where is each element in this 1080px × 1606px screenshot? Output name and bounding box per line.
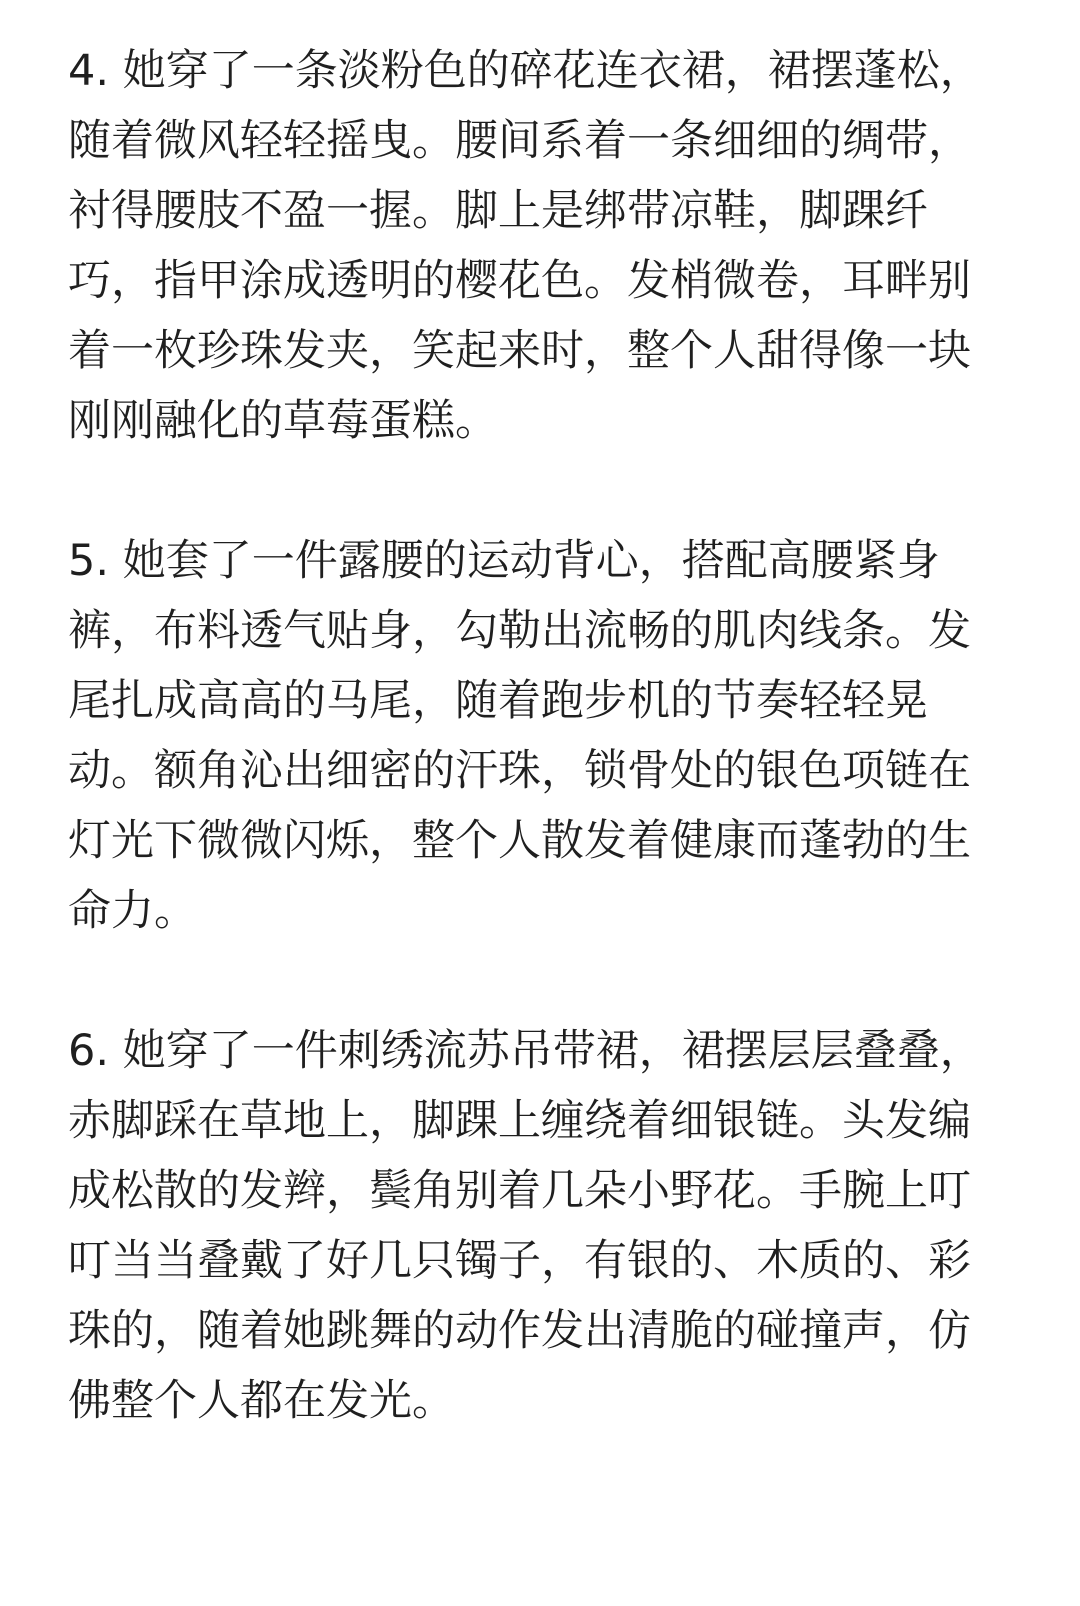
text-line: 刚刚融化的草莓蛋糕。 xyxy=(68,396,498,446)
text-line: 命力。 xyxy=(68,886,197,936)
text-line: 5. 她套了一件露腰的运动背心，搭配高腰紧身 xyxy=(68,536,940,586)
text-line: 叮当当叠戴了好几只镯子，有银的、木质的、彩 xyxy=(68,1236,971,1286)
text-line: 衬得腰肢不盈一握。脚上是绑带凉鞋，脚踝纤 xyxy=(68,186,928,236)
text-line: 着一枚珍珠发夹，笑起来时，整个人甜得像一块 xyxy=(68,326,971,376)
text-line: 赤脚踩在草地上，脚踝上缠绕着细银链。头发编 xyxy=(68,1096,971,1146)
text-line: 尾扎成高高的马尾，随着跑步机的节奏轻轻晃 xyxy=(68,676,928,726)
paragraph-4 xyxy=(68,36,998,456)
document-body xyxy=(68,36,998,1506)
text-line: 成松散的发辫，鬓角别着几朵小野花。手腕上叮 xyxy=(68,1166,971,1216)
text-line: 珠的，随着她跳舞的动作发出清脆的碰撞声，仿 xyxy=(68,1306,971,1356)
text-line: 裤，布料透气贴身，勾勒出流畅的肌肉线条。发 xyxy=(68,606,971,656)
text-line: 6. 她穿了一件刺绣流苏吊带裙，裙摆层层叠叠， xyxy=(68,1026,983,1076)
text-line: 动。额角沁出细密的汗珠，锁骨处的银色项链在 xyxy=(68,746,971,796)
text-line: 灯光下微微闪烁，整个人散发着健康而蓬勃的生 xyxy=(68,816,971,866)
text-line: 佛整个人都在发光。 xyxy=(68,1376,455,1426)
paragraph-6 xyxy=(68,1016,998,1436)
text-line: 随着微风轻轻摇曳。腰间系着一条细细的绸带， xyxy=(68,116,971,166)
text-line: 巧，指甲涂成透明的樱花色。发梢微卷，耳畔别 xyxy=(68,256,971,306)
text-line: 4. 她穿了一条淡粉色的碎花连衣裙，裙摆蓬松， xyxy=(68,46,983,96)
paragraph-5 xyxy=(68,526,998,946)
